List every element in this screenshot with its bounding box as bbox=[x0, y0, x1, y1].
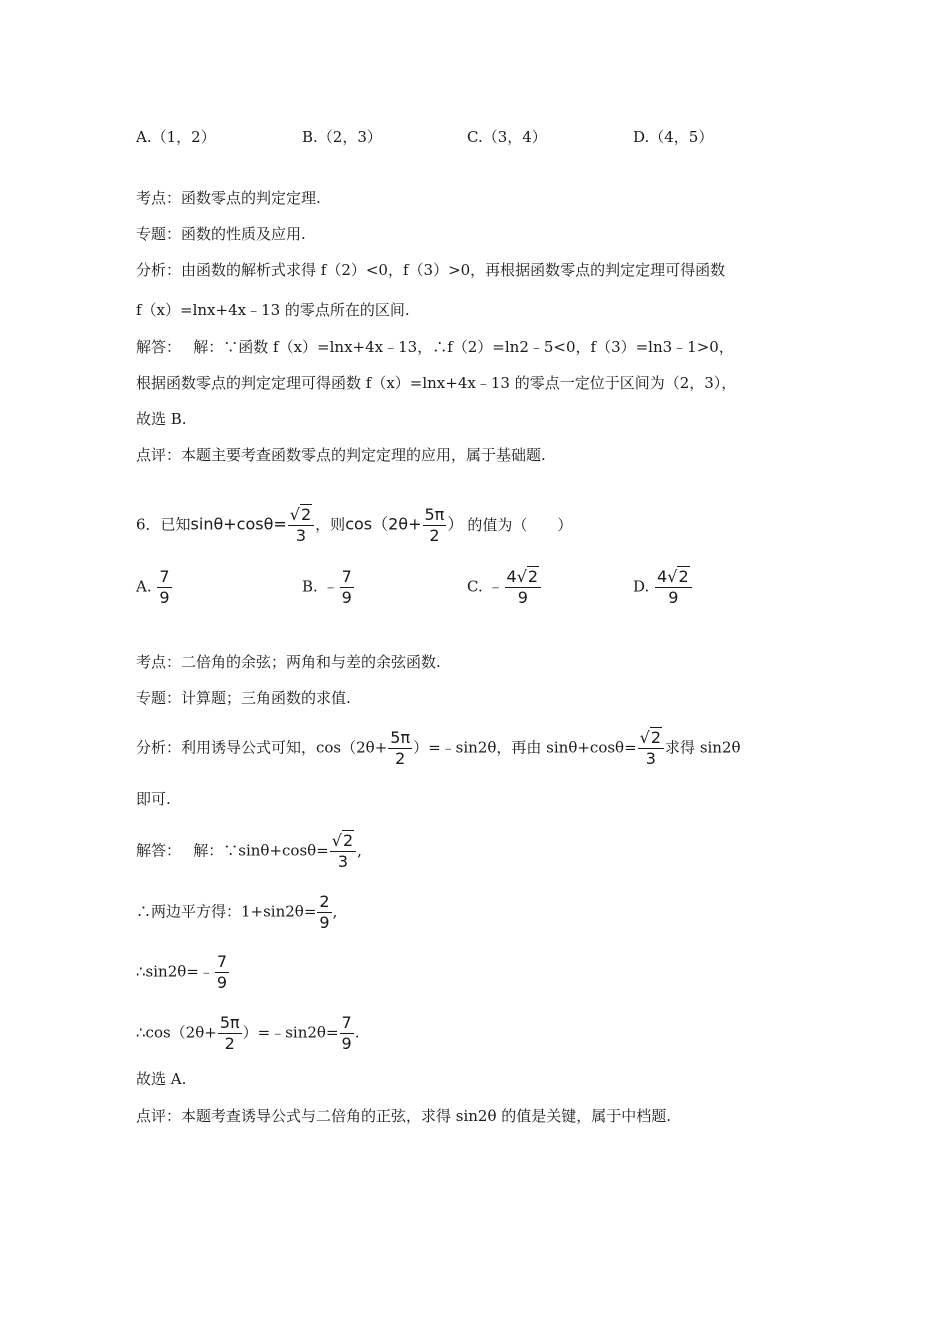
q6-stem-prefix: 6．已知 bbox=[136, 515, 191, 534]
q6-stem-den3: 3 bbox=[295, 526, 307, 545]
q6-option-a-label: A. bbox=[136, 577, 152, 596]
q6-step1-prefix: ∴两边平方得：1+sin2θ= bbox=[136, 902, 317, 921]
q6-option-d-label: D. bbox=[633, 577, 650, 596]
q6-step3: ∴cos（2θ+ $\frac{5\pi}{2}$ ）=﹣sin2θ= $\frac{7}{9}$ . bbox=[136, 1013, 360, 1053]
q6-stem-5pi: 5π bbox=[424, 505, 445, 524]
q6-step1-frac: $\frac{2}{9}$ bbox=[319, 892, 330, 932]
q6-zhuanti: 专题：计算题；三角函数的求值. bbox=[136, 689, 351, 707]
q5-option-b: B.（2，3） bbox=[302, 128, 382, 146]
q6-option-d-frac: $\frac{4√2}{9}$ bbox=[655, 568, 692, 607]
q6-stem-cos: cos（2θ+ bbox=[345, 514, 422, 534]
q6-step2 bbox=[136, 953, 230, 992]
q5-jieda-line2: 根据函数零点的判定定理可得函数 f（x）=lnx+4x﹣13 的零点一定位于区间为（2，3）， bbox=[136, 374, 737, 392]
q6-fenxi-frac-sqrt2-3: $\frac{√2}{3}$ bbox=[638, 729, 664, 768]
q6-option-c: C. ﹣ $\frac{4√2}{9}$ bbox=[467, 568, 542, 607]
q6-fenxi-prefix: 分析：利用诱导公式可知，cos（2θ+ bbox=[136, 738, 388, 757]
q6-fenxi-end: 即可. bbox=[136, 790, 171, 808]
q6-dianping: 点评：本题考查诱导公式与二倍角的正弦，求得 sin2θ 的值是关键，属于中档题. bbox=[136, 1107, 672, 1125]
q6-stem-frac-5pi-2 bbox=[423, 506, 447, 545]
q6-step2-prefix: ∴sin2θ=﹣ bbox=[136, 962, 214, 981]
q6-stem-frac-sqrt2-3: $\frac{√2}{3}$ bbox=[288, 506, 314, 545]
q6-fenxi bbox=[136, 729, 741, 768]
q6-fenxi-mid: ）=﹣sin2θ，再由 sinθ+cosθ= bbox=[413, 738, 637, 757]
q5-zhuanti: 专题：函数的性质及应用. bbox=[136, 225, 306, 243]
q5-fenxi-line2: f（x）=lnx+4x﹣13 的零点所在的区间. bbox=[136, 301, 410, 319]
q5-jieda-line1: 解答： 解：∵函数 f（x）=lnx+4x﹣13，∴f（2）=ln2﹣5<0，f（3）=ln3﹣1>0， bbox=[136, 338, 734, 356]
q6-option-a bbox=[136, 568, 173, 607]
q5-dianping: 点评：本题主要考查函数零点的判定定理的应用，属于基础题. bbox=[136, 446, 546, 464]
q5-option-c: C.（3，4） bbox=[467, 128, 547, 146]
q6-jieda-frac: $\frac{√2}{3}$ bbox=[330, 832, 356, 871]
q6-stem-suffix: 的值为（ ） bbox=[467, 515, 573, 534]
q5-jieda-line3: 故选 B. bbox=[136, 410, 187, 428]
q6-step1: ∴两边平方得：1+sin2θ= $\frac{2}{9}$ , bbox=[136, 892, 338, 932]
q6-option-c-frac: $\frac{4√2}{9}$ bbox=[505, 568, 542, 607]
q6-step3-frac-7-9: $\frac{7}{9}$ bbox=[341, 1013, 352, 1053]
q6-guxuan: 故选 A. bbox=[136, 1070, 187, 1088]
q5-option-d: D.（4，5） bbox=[633, 128, 714, 146]
q6-stem-den2: 2 bbox=[429, 526, 440, 545]
q6-option-b: B. ﹣ $\frac{7}{9}$ bbox=[302, 567, 352, 607]
q6-jieda: 解答： 解：∵sinθ+cosθ= $\frac{√2}{3}$ , bbox=[136, 831, 362, 871]
q6-jieda-prefix: 解答： 解：∵sinθ+cosθ= bbox=[136, 841, 329, 860]
q6-stem-sincos: sinθ+cosθ= bbox=[190, 514, 287, 534]
q6-fenxi-frac-5pi-2: $\frac{5\pi}{2}$ bbox=[390, 728, 411, 768]
q6-option-d bbox=[633, 568, 693, 607]
q6-stem-sqrt2: 2 bbox=[300, 505, 312, 524]
q6-stem bbox=[136, 506, 572, 545]
q6-option-b-label: B. bbox=[302, 577, 318, 596]
q6-kaodian: 考点：二倍角的余弦；两角和与差的余弦函数. bbox=[136, 653, 441, 671]
q6-option-a-frac: $\frac{7}{9}$ bbox=[159, 567, 170, 607]
q5-option-a: A.（1，2） bbox=[136, 128, 216, 146]
q6-step3-mid: ）=﹣sin2θ= bbox=[242, 1023, 339, 1042]
q6-step2-frac: $\frac{7}{9}$ bbox=[216, 952, 228, 992]
q6-stem-then: ，则 bbox=[315, 515, 346, 534]
q6-option-c-label: C. bbox=[467, 577, 483, 596]
q6-step3-frac-5pi-2: $\frac{5\pi}{2}$ bbox=[219, 1013, 240, 1053]
q6-step3-prefix: ∴cos（2θ+ bbox=[136, 1023, 217, 1042]
q5-fenxi-line1: 分析：由函数的解析式求得 f（2）<0，f（3）>0，再根据函数零点的判定定理可得函数 bbox=[136, 261, 726, 279]
q6-stem-close: ） bbox=[447, 514, 464, 534]
q6-fenxi-suffix: 求得 sin2θ bbox=[665, 738, 741, 757]
q5-kaodian: 考点：函数零点的判定定理. bbox=[136, 189, 321, 207]
q6-option-b-frac: $\frac{7}{9}$ bbox=[341, 567, 352, 607]
